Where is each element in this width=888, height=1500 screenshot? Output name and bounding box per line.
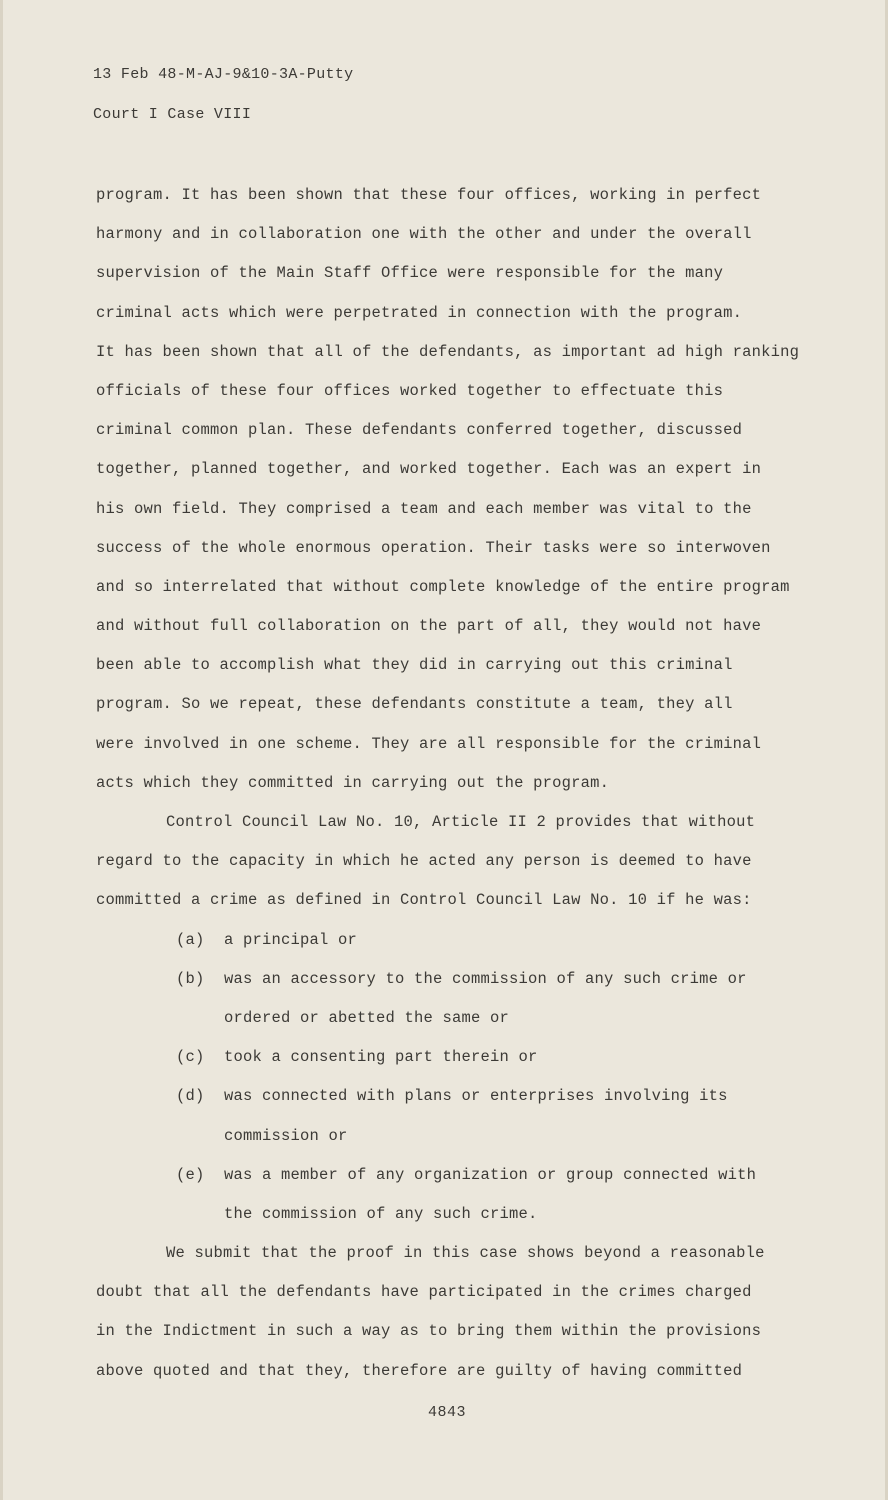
- item-label: (a): [176, 930, 205, 949]
- court-case-label: Court I Case VIII: [93, 106, 252, 123]
- item-label: (b): [176, 969, 205, 988]
- item-text: was connected with plans or enterprises involving its: [224, 1087, 728, 1106]
- item-label: (d): [176, 1087, 205, 1106]
- text-line: criminal common plan. These defendants conferred together, discussed: [96, 421, 743, 440]
- item-continuation: commission or: [224, 1126, 348, 1145]
- text-line: above quoted and that they, therefore are guilty of having committed: [96, 1361, 743, 1380]
- item-continuation: ordered or abetted the same or: [224, 1008, 510, 1027]
- text-line: success of the whole enormous operation. Their tasks were so interwoven: [96, 538, 771, 557]
- text-line: supervision of the Main Staff Office were responsible for the many: [96, 264, 724, 283]
- list-item-a: [96, 921, 826, 960]
- text-line: doubt that all the defendants have participated in the crimes charged: [96, 1283, 752, 1302]
- item-continuation: the commission of any such crime.: [224, 1204, 538, 1223]
- item-text: took a consenting part therein or: [224, 1048, 538, 1067]
- item-label: (e): [176, 1165, 205, 1184]
- text-line: officials of these four offices worked together to effectuate this: [96, 381, 724, 400]
- text-line: Control Council Law No. 10, Article II 2 provides that without: [166, 813, 756, 831]
- text-line: been able to accomplish what they did in carrying out this criminal: [96, 656, 733, 675]
- text-line: harmony and in collaboration one with the other and under the overall: [96, 225, 752, 244]
- text-line: were involved in one scheme. They are all responsible for the criminal: [96, 734, 762, 753]
- text-line: regard to the capacity in which he acted any person is deemed to have: [96, 852, 752, 871]
- item-text: was a member of any organization or group connected with: [224, 1165, 757, 1184]
- list-item-b: [96, 960, 826, 999]
- item-text: a principal or: [224, 930, 358, 949]
- list-item-e: [96, 1156, 826, 1195]
- text-line: and so interrelated that without complete knowledge of the entire program: [96, 577, 790, 596]
- text-line: program. It has been shown that these four offices, working in perfect: [96, 186, 762, 204]
- text-line: committed a crime as defined in Control Council Law No. 10 if he was:: [96, 891, 752, 910]
- text-line: criminal acts which were perpetrated in connection with the program.: [96, 303, 743, 322]
- text-line: It has been shown that all of the defendants, as important ad high ranking: [96, 342, 800, 361]
- page-number: 4843: [427, 1404, 466, 1421]
- item-text: was an accessory to the commission of any such crime or: [224, 969, 747, 988]
- text-line: acts which they committed in carrying out the program.: [96, 773, 610, 792]
- text-line: his own field. They comprised a team and each member was vital to the: [96, 499, 752, 518]
- text-line: We submit that the proof in this case shows beyond a reasonable: [166, 1244, 765, 1263]
- text-line: together, planned together, and worked together. Each was an expert in: [96, 460, 762, 479]
- transcript-reference: 13 Feb 48-M-AJ-9&10-3A-Putty: [93, 66, 354, 83]
- document-body: [96, 176, 826, 1391]
- list-item-d: [96, 1077, 826, 1116]
- text-line: in the Indictment in such a way as to bring them within the provisions: [96, 1322, 762, 1341]
- text-line: program. So we repeat, these defendants constitute a team, they all: [96, 695, 733, 714]
- text-line: and without full collaboration on the part of all, they would not have: [96, 617, 762, 636]
- item-label: (c): [176, 1048, 205, 1067]
- list-item-c: [96, 1038, 826, 1077]
